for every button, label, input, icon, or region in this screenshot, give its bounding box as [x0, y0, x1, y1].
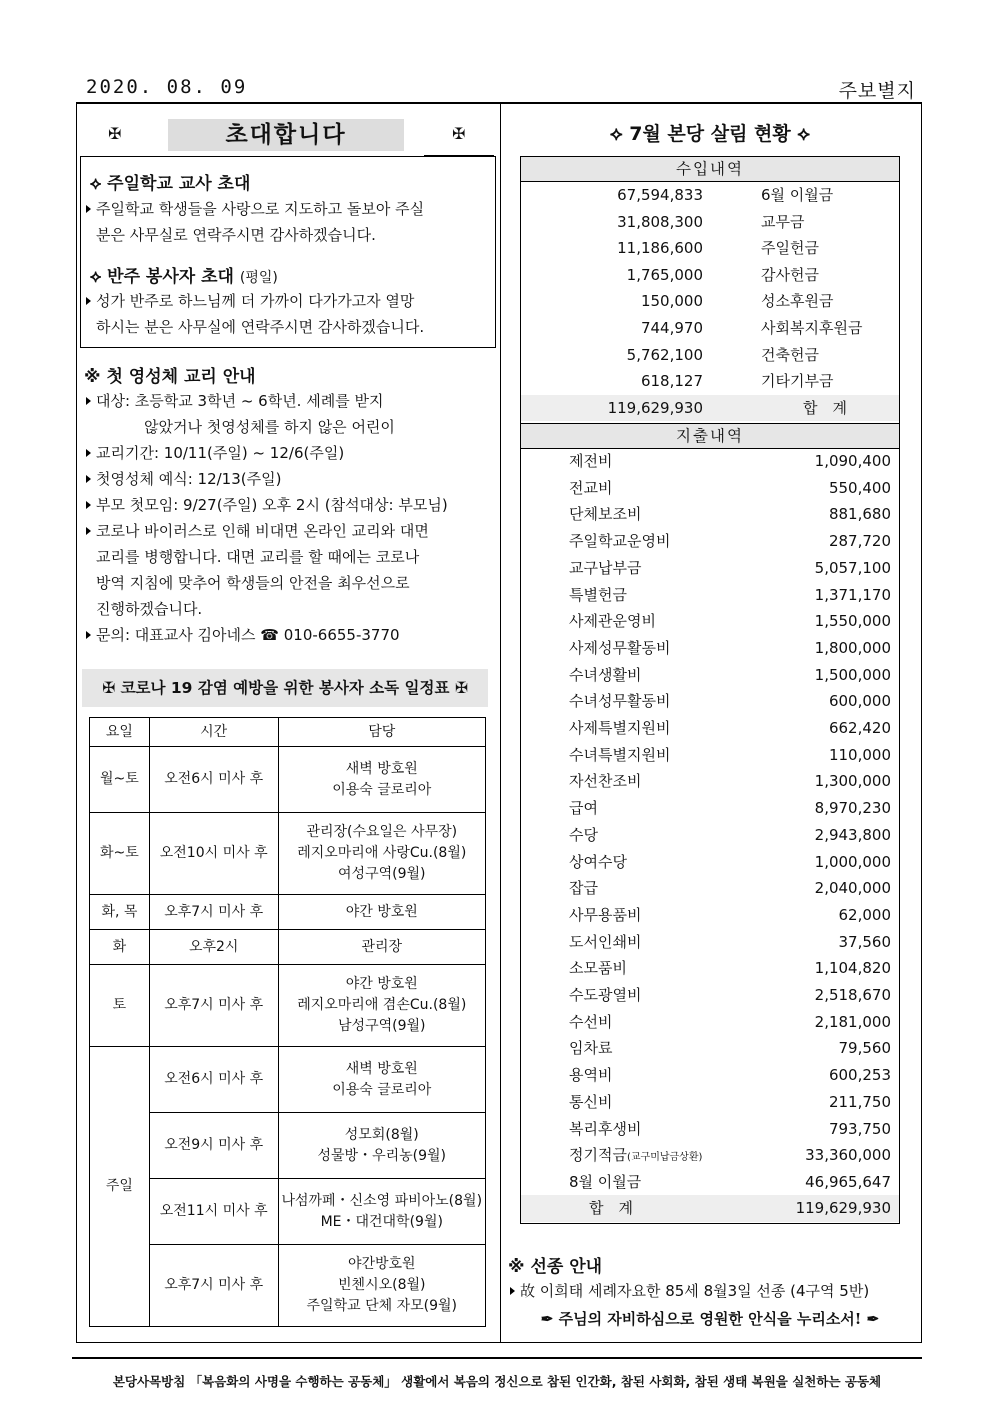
- compass-icon: ⟡: [797, 123, 810, 145]
- schedule-title: ✠ 코로나 19 감염 예방을 위한 봉사자 소독 일정표 ✠: [82, 669, 488, 707]
- expense-row: 상여수당 1,000,000: [569, 852, 891, 871]
- expense-row: 잡급 2,040,000: [569, 879, 891, 898]
- feather-icon: ✒: [540, 1310, 554, 1328]
- expense-row: 수선비 2,181,000: [569, 1012, 891, 1031]
- accompanist-invite-text: 성가 반주로 하느님께 더 가까이 다가가고자 열망 하시는 분은 사무실에 연락주시면 감사하겠습니다.: [86, 288, 492, 340]
- column-header: 요일: [90, 718, 150, 747]
- expense-row: 통신비 211,750: [569, 1092, 891, 1111]
- expense-row: 사제관운영비 1,550,000: [569, 612, 891, 631]
- bulletin-date: 2020. 08. 09: [86, 76, 248, 98]
- invite-title: 초대합니다: [168, 119, 404, 151]
- expense-row: 급여 8,970,230: [569, 799, 891, 818]
- cross-icon: ✠: [452, 124, 466, 143]
- bullet-icon: [86, 397, 91, 405]
- expense-row: 수녀특별지원비 110,000: [569, 745, 891, 764]
- expense-row: 주일학교운영비 287,720: [569, 532, 891, 551]
- compass-icon: ⟡: [90, 267, 102, 287]
- accompanist-invite-heading: ⟡ 반주 봉사자 초대 (평일): [90, 267, 278, 287]
- expense-row: 도서인쇄비 37,560: [569, 932, 891, 951]
- expense-row: 수녀생활비 1,500,000: [569, 665, 891, 684]
- expense-row: 사제성무활동비 1,800,000: [569, 638, 891, 657]
- sparkle-icon: ※: [508, 1257, 525, 1277]
- parish-policy-footer: 본당사목방침 「복음화의 사명을 수행하는 공동체」 생활에서 복음의 정신으로 참된 인간화, 참된 사회화, 참된 생태 복원을 실천하는 공동체: [112, 1374, 882, 1389]
- communion-heading: ※ 첫 영성체 교리 안내: [84, 367, 256, 387]
- bullet-icon: [86, 205, 91, 213]
- income-total-row: 119,629,930 합 계: [521, 395, 899, 421]
- table-row: 화 오후2시 관리장: [90, 930, 486, 965]
- table-row: 오전9시 미사 후 성모회(8월) 성물방・우리농(9월): [90, 1113, 486, 1179]
- funeral-heading: ※ 선종 안내: [508, 1257, 603, 1277]
- expense-row: 단체보조비 881,680: [569, 505, 891, 524]
- bullet-icon: [86, 475, 91, 483]
- expense-row: 전교비 550,400: [569, 478, 891, 497]
- teacher-invite-text: 주일학교 학생들을 사랑으로 지도하고 돌보아 주실 분은 사무실로 연락주시면 감사하겠습니다.: [86, 196, 492, 248]
- communion-info: 대상: 초등학교 3학년 ~ 6학년. 세례를 받지 않았거나 첫영성체를 하지 않은 어린이 교리기간: 10/11(주일) ~ 12/6(주일) 첫영성체 예식: 12/13(주일) 부모 첫모임: 9/27(주일) 오후 2시 (참석대상: 부모님) 코로나 바이러스로 인해 비대면 온라인 교리와 대면 교리를 병행합니다. 대면 교리를 할 때에는 코로나 방역 지침에 맞추어 학생들의 안전을 최우선으로 진행하겠습니다. 문의: 대표교사 김아네스 ☎ 010-6655-3770: [86, 388, 496, 648]
- income-row: 744,970 사회복지후원금: [640, 319, 863, 337]
- income-row: 618,127 기타기부금: [640, 372, 834, 391]
- finance-title: ⟡ 7월 본당 살림 현황 ⟡: [610, 123, 810, 145]
- sparkle-icon: ※: [84, 367, 101, 387]
- expense-row: 사제특별지원비 662,420: [569, 719, 891, 737]
- footer-rule: [72, 1357, 922, 1359]
- carryover-row: 8월 이월금 46,965,647: [569, 1173, 891, 1191]
- expense-row: 자선찬조비 1,300,000: [569, 772, 891, 791]
- expense-total-row: 합 계 119,629,930: [521, 1195, 899, 1222]
- bulletin-section-title: 주보별지: [838, 80, 916, 102]
- income-row: 67,594,833 6월 이월금: [617, 186, 834, 204]
- bullet-icon: [86, 501, 91, 509]
- expense-row: 사무용품비 62,000: [569, 905, 891, 924]
- table-row: 오전11시 미사 후 나섬까페・신소영 파비아노(8월) ME・대건대학(9월): [90, 1179, 486, 1245]
- bullet-icon: [86, 631, 91, 639]
- prayer-motto: ✒ 주님의 자비하심으로 영원한 안식을 누리소서! ✒: [540, 1310, 880, 1328]
- finance-ledger: [520, 156, 900, 1224]
- table-row: 토 오후7시 미사 후 야간 방호원 레지오마리애 겸손Cu.(8월) 남성구역(9월): [90, 965, 486, 1047]
- table-header-row: [90, 718, 486, 747]
- expense-row: 복리후생비 793,750: [569, 1119, 891, 1138]
- column-header: 담당: [278, 718, 485, 747]
- saving-row: 정기적금(교구미납금상환) 33,360,000: [569, 1146, 891, 1164]
- column-header: 시간: [149, 718, 278, 747]
- feather-icon: ✒: [866, 1310, 880, 1328]
- table-row: 화, 목 오후7시 미사 후 야간 방호원: [90, 895, 486, 930]
- income-header: 수입내역: [521, 157, 899, 182]
- phone-icon: ☎: [260, 626, 279, 644]
- column-divider: [500, 102, 501, 1342]
- bullet-icon: [86, 449, 91, 457]
- expense-row: 제전비 1,090,400: [569, 452, 891, 470]
- expense-row: 소모품비 1,104,820: [569, 959, 891, 978]
- income-row: 31,808,300 교무금: [617, 212, 805, 231]
- disinfection-schedule-table: [89, 717, 486, 1327]
- cross-icon: ✠: [102, 679, 116, 697]
- cross-icon: ✠: [108, 124, 122, 143]
- income-row: 11,186,600 주일헌금: [617, 239, 819, 258]
- expense-header: 지출내역: [521, 423, 899, 449]
- expense-row: 수녀성무활동비 600,000: [569, 692, 891, 711]
- bullet-icon: [86, 297, 91, 305]
- expense-row: 임차료 79,560: [569, 1039, 891, 1058]
- table-row: 주일 오전6시 미사 후 새벽 방호원 이용숙 글로리아: [90, 1047, 486, 1113]
- compass-icon: ⟡: [90, 174, 102, 194]
- bullet-icon: [510, 1287, 515, 1295]
- table-row: 화~토 오전10시 미사 후 관리장(수요일은 사무장) 레지오마리애 사랑Cu.(8월) 여성구역(9월): [90, 813, 486, 895]
- compass-icon: ⟡: [610, 123, 623, 145]
- cross-icon: ✠: [454, 679, 468, 697]
- funeral-text: 故 이희태 세례자요한 85세 8월3일 선종 (4구역 5반): [510, 1278, 920, 1304]
- income-row: 1,765,000 감사헌금: [626, 265, 819, 284]
- expense-row: 교구납부금 5,057,100: [569, 558, 891, 577]
- expense-row: 수도광열비 2,518,670: [569, 986, 891, 1004]
- expense-row: 용역비 600,253: [569, 1066, 891, 1085]
- table-row: 월~토 오전6시 미사 후 새벽 방호원 이용숙 글로리아: [90, 747, 486, 813]
- expense-row: 수당 2,943,800: [569, 825, 891, 844]
- bullet-icon: [86, 527, 91, 535]
- income-row: 5,762,100 건축헌금: [626, 345, 819, 364]
- teacher-invite-heading: ⟡ 주일학교 교사 초대: [90, 174, 251, 194]
- income-row: 150,000 성소후원금: [640, 292, 834, 311]
- table-row: 오후7시 미사 후 야간방호원 빈첸시오(8월) 주일학교 단체 자모(9월): [90, 1245, 486, 1327]
- expense-row: 특별헌금 1,371,170: [569, 585, 891, 604]
